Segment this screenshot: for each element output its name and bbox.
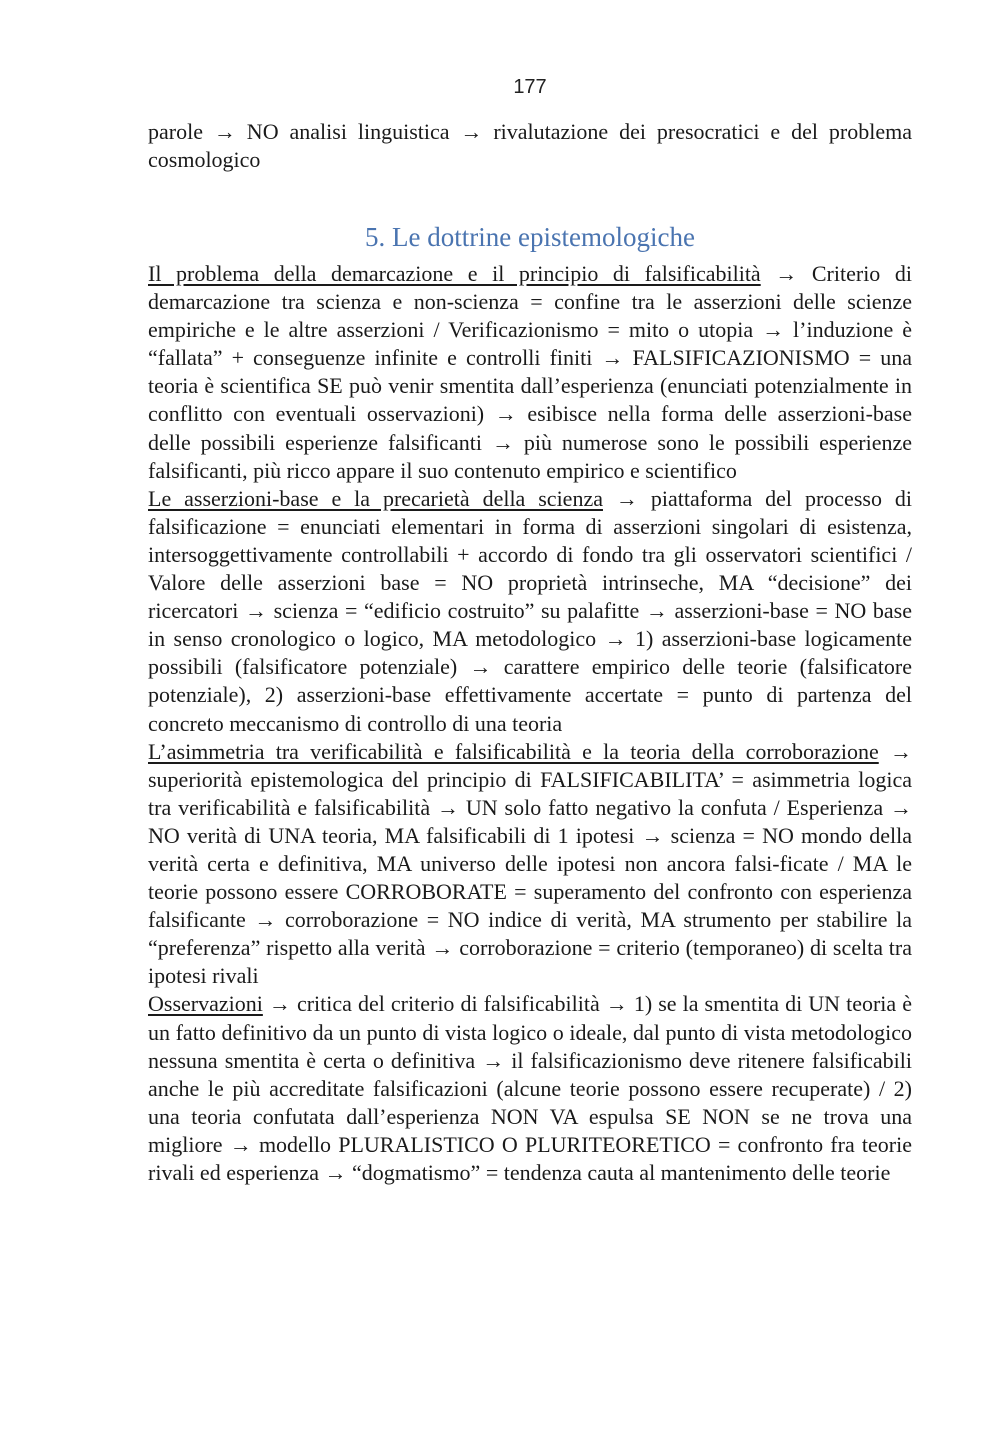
section-heading: 5. Le dottrine epistemologiche: [365, 222, 695, 252]
paragraph-text: → critica del criterio di falsificabilità → 1) se la smentita di UN teoria è un fatto definitivo da un punto di vista logico o ideale, dal punto di vista metodologico nessuna smentita è certa o definitiva → il falsificazionismo deve ritenere falsificabili anche le più accreditate falsificazioni (alcune teorie possono essere recuperate) / 2) una teoria confutata dall’esperienza NON VA espulsa SE NON se ne trova una migliore → modello PLURALISTICO O PLURITEORETICO = confronto fra teorie rivali ed esperienza → “dogmatismo” = tendenza cauta al mantenimento delle teorie: [148, 991, 912, 1185]
paragraph-title: Il problema della demarcazione e il principio di falsificabilità: [148, 261, 761, 286]
paragraph-demarcation: [148, 260, 912, 485]
page-number: 177: [513, 76, 547, 98]
paragraph-text: → piattaforma del processo di falsificazione = enunciati elementari in forma di asserzioni singolari di esistenza, intersoggettivamente controllabili + accordo di fondo tra gli osservatori scientifici / Valore delle asserzioni base = NO proprietà intrinseche, MA “decisione” dei ricercatori → scienza = “edificio costruito” su palafitte → asserzioni-base = NO base in senso cronologico o logico, MA metodologico → 1) asserzioni-base logicamente possibili (falsificatore potenziale) → carattere empirico delle teorie (falsificatore potenziale), 2) asserzioni-base effettivamente accertate = punto di partenza del concreto meccanismo di controllo di una teoria: [148, 485, 912, 736]
paragraph-title: Le asserzioni-base e la precarietà della scienza: [148, 485, 603, 511]
section-body: [148, 260, 912, 1187]
paragraph-text: → superiorità epistemologica del principio di FALSIFICABILITA’ = asimmetria logica tra verificabilità e falsificabilità → UN solo fatto negativo la confuta / Esperienza → NO verità di UNA teoria, MA falsificabili di 1 ipotesi → scienza = NO mondo della verità certa e definitiva, MA universo delle ipotesi non ancora falsi-ficate / MA le teorie possono essere CORROBORATE = superamento del confronto con esperienza falsificante → corroborazione = NO indice di verità, MA strumento per stabilire la “preferenza” rispetto alla verità → corroborazione = criterio (temporaneo) di scelta tra ipotesi rivali: [148, 738, 912, 989]
paragraph-title: L’asimmetria tra verificabilità e falsificabilità e la teoria della corroborazione: [148, 738, 879, 764]
intro-paragraph: parole → NO analisi linguistica → rivalutazione dei presocratici e del problema cosmologico: [148, 119, 912, 173]
paragraph-observations: [148, 990, 912, 1187]
paragraph-text: → Criterio di demarcazione tra scienza e non-scienza = confine tra le asserzioni delle scienze empiriche e le altre asserzioni / Verificazionismo = mito o utopia → l’induzione è “fallata” + conseguenze infinite e controlli finiti → FALSIFICAZIONISMO = una teoria è scientifica SE può venir smentita dall’esperienza (enunciati potenzialmente in conflitto con eventuali osservazioni) → esibisce nella forma delle asserzioni-base delle possibili esperienze falsificanti → più numerose sono le possibili esperienze falsificanti, più ricco appare il suo contenuto empirico e scientifico: [148, 261, 913, 483]
paragraph-asymmetry: [148, 738, 912, 991]
paragraph-title: Osservazioni: [148, 991, 263, 1017]
paragraph-basic-statements: [148, 485, 912, 738]
